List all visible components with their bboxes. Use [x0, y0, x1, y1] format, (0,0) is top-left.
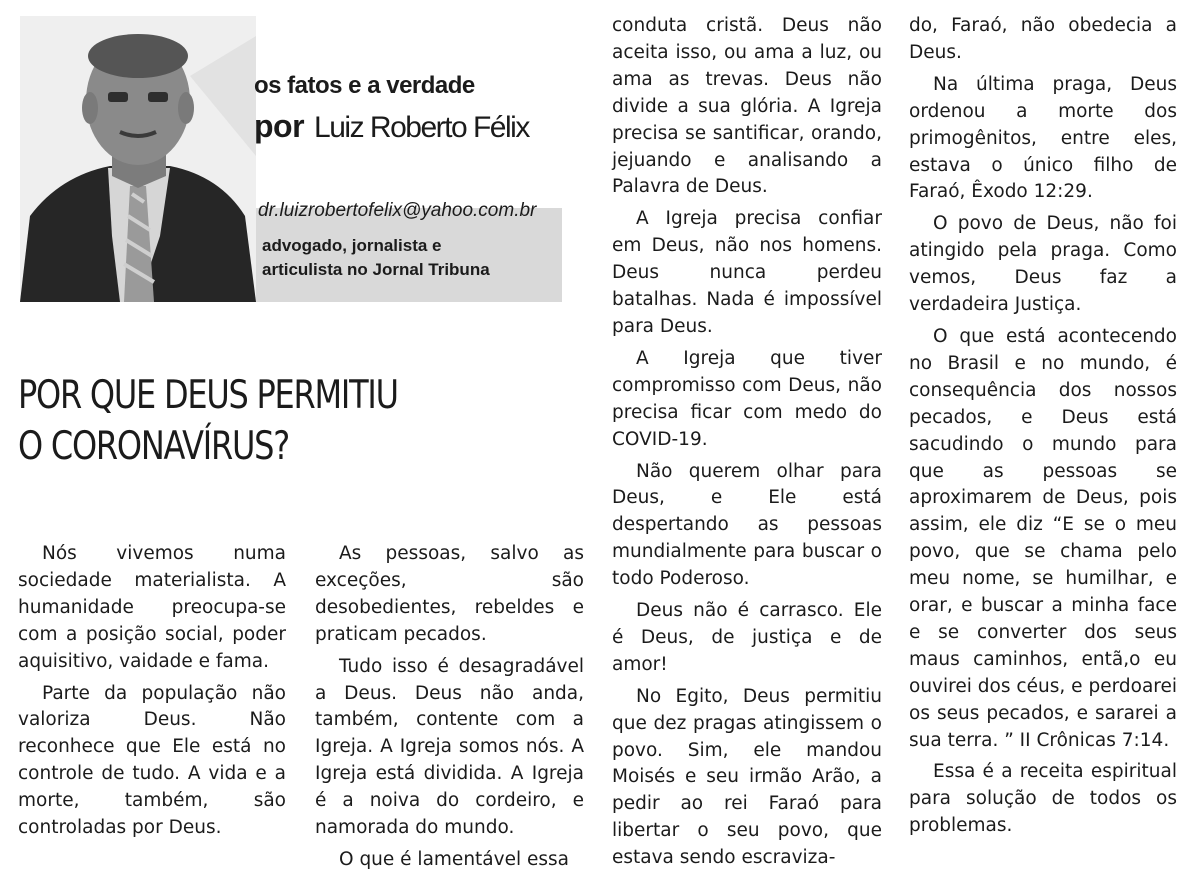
article-headline: [18, 370, 477, 472]
text-column-3: [612, 13, 882, 872]
text-column-4: [909, 13, 1177, 840]
author-role: [262, 234, 490, 282]
paragraph: Parte da população não valoriza Deus. Não reconhece que Ele está no controle de tudo. A vida e a morte, também, são controladas por Deus.: [18, 682, 286, 839]
byline-prefix: por: [254, 108, 305, 144]
paragraph: do, Faraó, não obedecia a Deus.: [909, 15, 1177, 63]
paragraph: O que está acontecendo no Brasil e no mundo, é consequência dos nossos pecados, e Deus está sacudindo o mundo para que as pessoas se aproximarem de Deus, pois assim, ele diz “E se o meu povo, que se chama pelo meu nome, se humilhar, e orar, e buscar a minha face e se converter dos seus maus caminhos, entã,o eu ouvirei dos céus, e perdoarei os seus pecados, e sararei a sua terra. ” II Crônicas 7:14.: [909, 325, 1177, 751]
paragraph: As pessoas, salvo as exceções, são desobedientes, rebeldes e praticam pecados.: [315, 543, 584, 645]
paragraph: A Igreja que tiver compromisso com Deus, não precisa ficar com medo do COVID-19.: [612, 347, 882, 450]
column-name: os fatos e a verdade: [254, 72, 475, 99]
paragraph: Na última praga, Deus ordenou a morte dos primogênitos, entre eles, estava o único filho de Faraó, Êxodo 12:29.: [909, 73, 1177, 203]
paragraph: conduta cristã. Deus não aceita isso, ou ama a luz, ou ama as trevas. Deus não divide a sua glória. A Igreja precisa se santificar, orando, jejuando e analisando a Palavra de Deus.: [612, 15, 882, 198]
byline: [254, 108, 529, 145]
paragraph: Nós vivemos numa sociedade materialista. A humanidade preocupa-se com a posição social, poder aquisitivo, vaidade e fama.: [18, 543, 286, 672]
paragraph: Não querem olhar para Deus, e Ele está despertando as pessoas mundialmente para buscar o todo Poderoso.: [612, 460, 882, 590]
paragraph: Essa é a receita espiritual para solução de todos os problemas.: [909, 761, 1177, 837]
text-column-2: [315, 541, 584, 874]
author-name: Luiz Roberto Félix: [314, 111, 529, 144]
author-email: dr.luizrobertofelix@yahoo.com.br: [258, 200, 537, 221]
paragraph: No Egito, Deus permitiu que dez pragas atingissem o povo. Sim, ele mandou Moisés e seu irmão Arão, a pedir ao rei Faraó para libertar o seu povo, que estava sendo escraviza-: [612, 685, 882, 869]
text-column-1: [18, 541, 286, 842]
paragraph: Deus não é carrasco. Ele é Deus, de justiça e de amor!: [612, 600, 882, 675]
author-photo: [20, 16, 256, 302]
paragraph: O povo de Deus, não foi atingido pela praga. Como vemos, Deus faz a verdadeira Justiça.: [909, 213, 1177, 316]
paragraph: Tudo isso é desagradável a Deus. Deus não anda, também, contente com a Igreja. A Igreja somos nós. A Igreja está dividida. A Igreja é a noiva do cordeiro, e namorada do mundo.: [315, 655, 584, 839]
author-portrait-image: [20, 16, 256, 302]
author-role-line: advogado, jornalista e: [262, 236, 442, 255]
paragraph: A Igreja precisa confiar em Deus, não nos homens. Deus nunca perdeu batalhas. Nada é impossível para Deus.: [612, 208, 882, 337]
headline-line: O CORONAVÍRUS?: [18, 424, 289, 469]
paragraph: O que é lamentável essa: [339, 848, 569, 870]
headline-line: POR QUE DEUS PERMITIU: [18, 373, 398, 418]
author-role-line: articulista no Jornal Tribuna: [262, 260, 490, 279]
